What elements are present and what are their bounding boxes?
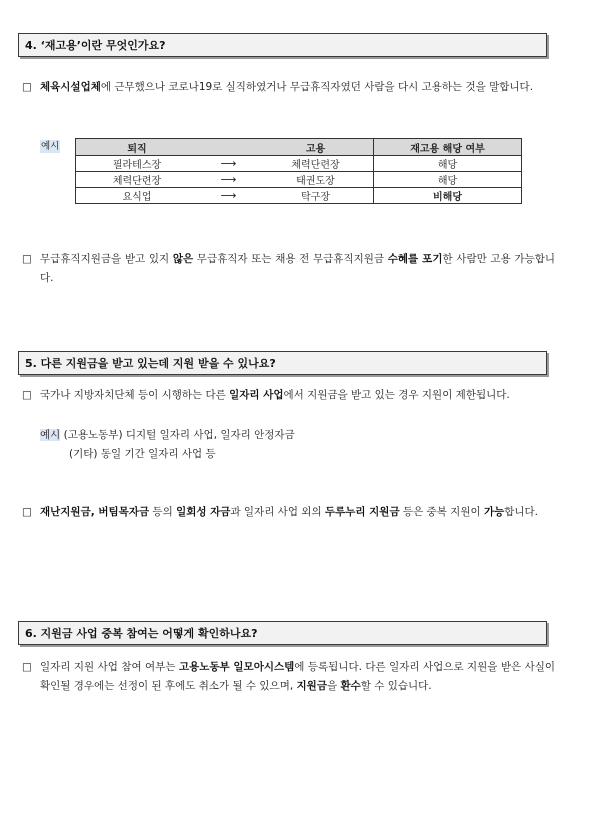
q4-p2-text-e: 한 사람만 고용 가능합니다.: [40, 253, 555, 284]
cell-to: 태권도장: [258, 172, 374, 188]
q5-example-line-1: [40, 426, 295, 445]
header-status: 재고용 해당 여부: [374, 139, 522, 156]
q5-text-h: 등은 중복 지원이: [399, 506, 484, 518]
q6-bold-system: 고용노동부 일모아시스템: [178, 661, 295, 673]
q5-bold-disaster-fund: 재난지원금: [40, 506, 91, 518]
checkbox-bullet-icon: □: [22, 389, 32, 401]
table-header-row: [76, 139, 522, 156]
question-5-title: 5. 다른 지원금을 받고 있는데 지원 받을 수 있나요?: [25, 357, 276, 370]
q4-paragraph-1: [22, 78, 555, 97]
cell-to: 탁구장: [258, 188, 374, 204]
q6-paragraph-1: [22, 658, 555, 696]
q6-text-g: 할 수 있습니다.: [360, 680, 432, 692]
q6-bold-refund: 환수: [340, 680, 361, 692]
q6-text-c: 에 등록됩니다. 다른 일자리 사업으로 지원을 받은 사실이 확인될 경우에는 선정이 된 후에도 취소가 될 수 있으며,: [40, 661, 556, 692]
q5-text-d: 등의: [149, 506, 177, 518]
question-4-header: [18, 33, 547, 57]
table-row: [76, 172, 522, 188]
cell-status: 해당: [374, 172, 522, 188]
cell-to: 체력단련장: [258, 156, 374, 172]
q6-text-e: 을: [326, 680, 341, 692]
table-row: [76, 188, 522, 204]
q6-bold-grant: 지원금: [296, 680, 327, 692]
q4-p1-bold: 체육시설업체: [40, 81, 101, 93]
q5-p1-text-c: 에서 지원금을 받고 있는 경우 지원이 제한됩니다.: [283, 389, 510, 401]
cell-from: 체력단련장: [76, 172, 199, 188]
checkbox-bullet-icon: □: [22, 253, 32, 265]
question-6-header: [18, 621, 547, 645]
q5-bold-one-time: 일회성 자금: [176, 506, 231, 518]
q4-paragraph-2: [22, 250, 555, 288]
checkbox-bullet-icon: □: [22, 506, 32, 518]
q6-text-a: 일자리 지원 사업 참여 여부는: [40, 661, 179, 673]
rehire-example-table: [75, 138, 522, 204]
q5-example-line-2: [69, 445, 216, 464]
example-item: (고용노동부) 디지털 일자리 사업, 일자리 안정자금: [60, 429, 295, 441]
q5-text-j: 합니다.: [504, 506, 539, 518]
question-6-title: 6. 지원금 사업 중복 참여는 어떻게 확인하나요?: [25, 627, 258, 640]
question-4-title: 4. ‘재고용’이란 무엇인가요?: [25, 39, 166, 52]
arrow-right-icon: ⟶: [198, 172, 258, 188]
header-arrow: [198, 139, 258, 156]
arrow-right-icon: ⟶: [198, 156, 258, 172]
cell-status: 해당: [374, 156, 522, 172]
q4-p2-text-a: 무급휴직지원금을 받고 있지: [40, 253, 173, 265]
q5-text-f: 과 일자리 사업 외의: [230, 506, 325, 518]
q5-comma: ,: [90, 506, 99, 518]
q4-p2-bold-waive: 수혜를 포기: [387, 253, 443, 265]
header-hire: 고용: [258, 139, 374, 156]
table-row: [76, 156, 522, 172]
arrow-right-icon: ⟶: [198, 188, 258, 204]
cell-status: 비해당: [374, 188, 522, 204]
q4-p2-bold-not: 않은: [172, 253, 194, 265]
checkbox-bullet-icon: □: [22, 81, 32, 93]
example-label: 예시: [41, 141, 60, 152]
q4-p1-text: 에 근무했으나 코로나19로 실직하였거나 무급휴직자였던 사람을 다시 고용하는 것을 말합니다.: [100, 81, 534, 93]
header-retire: 퇴직: [76, 139, 199, 156]
q5-bold-support-fund: 버팀목자금: [98, 506, 150, 518]
q4-p2-text-c: 무급휴직자 또는 채용 전 무급휴직지원금: [193, 253, 388, 265]
example-label: 예시: [40, 429, 61, 441]
example-item: (기타) 동일 기간 일자리 사업 등: [69, 448, 216, 460]
cell-from: 필라테스장: [76, 156, 199, 172]
question-5-header: [18, 351, 547, 375]
cell-from: 요식업: [76, 188, 199, 204]
q5-paragraph-1: [22, 386, 555, 405]
q5-paragraph-2: [22, 503, 555, 522]
q5-p1-text-a: 국가나 지방자치단체 등이 시행하는 다른: [40, 389, 230, 401]
checkbox-bullet-icon: □: [22, 661, 32, 673]
q5-bold-durunuri: 두루누리 지원금: [324, 506, 400, 518]
q5-p1-bold: 일자리 사업: [229, 389, 284, 401]
q5-bold-possible: 가능: [483, 506, 505, 518]
